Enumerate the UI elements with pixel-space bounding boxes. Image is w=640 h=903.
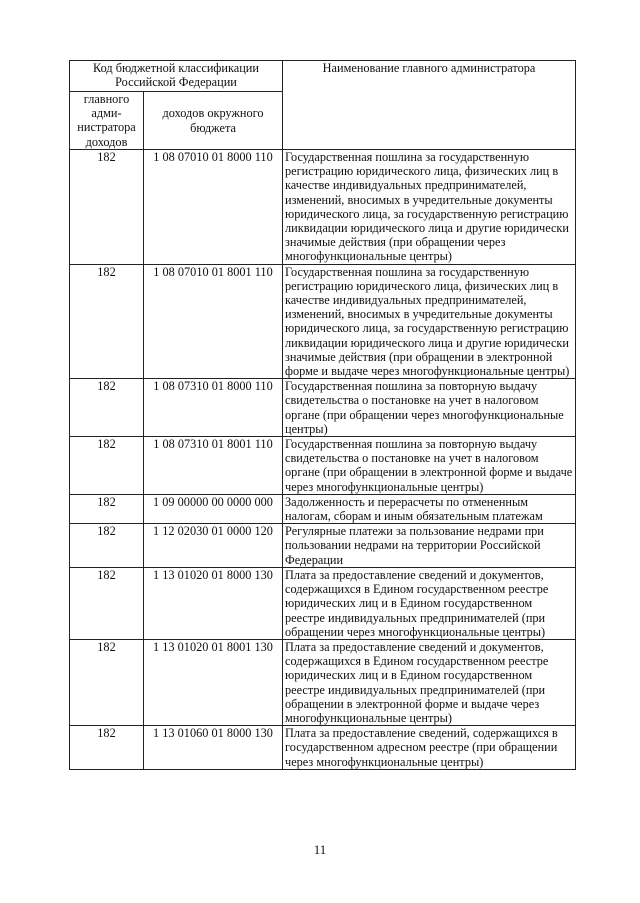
admin-code-cell: 182 (70, 726, 144, 770)
admin-code-cell: 182 (70, 567, 144, 639)
admin-code-cell: 182 (70, 150, 144, 265)
administrator-name-cell: Плата за предоставление сведений и документов, содержащихся в Едином государственном реестре юридических лиц и в Едином государственном реестре индивидуальных предпринимателей (при обращении через многофункциональные центры) (283, 567, 576, 639)
administrator-name-cell: Регулярные платежи за пользование недрами при пользовании недрами на территории Российской Федерации (283, 524, 576, 568)
admin-code-cell: 182 (70, 379, 144, 437)
admin-code-cell: 182 (70, 437, 144, 495)
table-body (70, 150, 576, 770)
page-number: 11 (313, 842, 327, 857)
table-header-row (70, 61, 576, 92)
admin-code-cell: 182 (70, 639, 144, 725)
administrator-name-cell: Плата за предоставление сведений и документов, содержащихся в Едином государственном реестре юридических лиц и в Едином государственном реестре индивидуальных предпринимателей (при обращении в электронной форме и выдаче через многофункциональные центры) (283, 639, 576, 725)
income-code-cell: 1 13 01020 01 8001 130 (144, 639, 283, 725)
administrator-name-cell: Государственная пошлина за государственную регистрацию юридического лица, физических лиц в качестве индивидуальных предпринимателей, изменений, вносимых в учредительные документы юридического лица, за государственную регистрацию ликвидации юридического лица и другие юридически значимые действия (при обращении через многофункциональные центры) (283, 150, 576, 265)
table-row (70, 639, 576, 725)
income-code-cell: 1 08 07010 01 8001 110 (144, 264, 283, 379)
table-row (70, 264, 576, 379)
table-row (70, 379, 576, 437)
district-budget-income-header: доходов окружного бюджета (144, 92, 283, 150)
budget-classification-table (69, 60, 576, 770)
income-code-cell: 1 12 02030 01 0000 120 (144, 524, 283, 568)
table-row (70, 726, 576, 770)
admin-code-cell: 182 (70, 264, 144, 379)
table-row (70, 437, 576, 495)
table-row (70, 567, 576, 639)
admin-code-cell: 182 (70, 524, 144, 568)
administrator-name-cell: Государственная пошлина за государственную регистрацию юридического лица, физических лиц в качестве индивидуальных предпринимателей, изменений, вносимых в учредительные документы юридического лица, за государственную регистрацию ликвидации юридического лица и другие юридически значимые действия (при обращении в электронной форме и выдаче через многофункциональные центры) (283, 264, 576, 379)
table-row (70, 494, 576, 523)
admin-code-cell: 182 (70, 494, 144, 523)
administrator-name-cell: Государственная пошлина за повторную выдачу свидетельства о постановке на учет в налоговом органе (при обращении через многофункциональные центры) (283, 379, 576, 437)
income-code-cell: 1 08 07010 01 8000 110 (144, 150, 283, 265)
table-row (70, 524, 576, 568)
administrator-name-header: Наименование главного администратора (283, 61, 576, 150)
main-administrator-header: главного адми-нистратора доходов (70, 92, 144, 150)
table-row (70, 150, 576, 265)
administrator-name-cell: Государственная пошлина за повторную выдачу свидетельства о постановке на учет в налоговом органе (при обращении в электронной форме и выдаче через многофункциональные центры) (283, 437, 576, 495)
income-code-cell: 1 08 07310 01 8000 110 (144, 379, 283, 437)
administrator-name-cell: Плата за предоставление сведений, содержащихся в государственном адресном реестре (при обращении через многофункциональные центры) (283, 726, 576, 770)
budget-classification-header: Код бюджетной классификации Российской Федерации (70, 61, 283, 92)
administrator-name-cell: Задолженность и перерасчеты по отмененным налогам, сборам и иным обязательным платежам (283, 494, 576, 523)
income-code-cell: 1 09 00000 00 0000 000 (144, 494, 283, 523)
income-code-cell: 1 13 01020 01 8000 130 (144, 567, 283, 639)
income-code-cell: 1 13 01060 01 8000 130 (144, 726, 283, 770)
income-code-cell: 1 08 07310 01 8001 110 (144, 437, 283, 495)
